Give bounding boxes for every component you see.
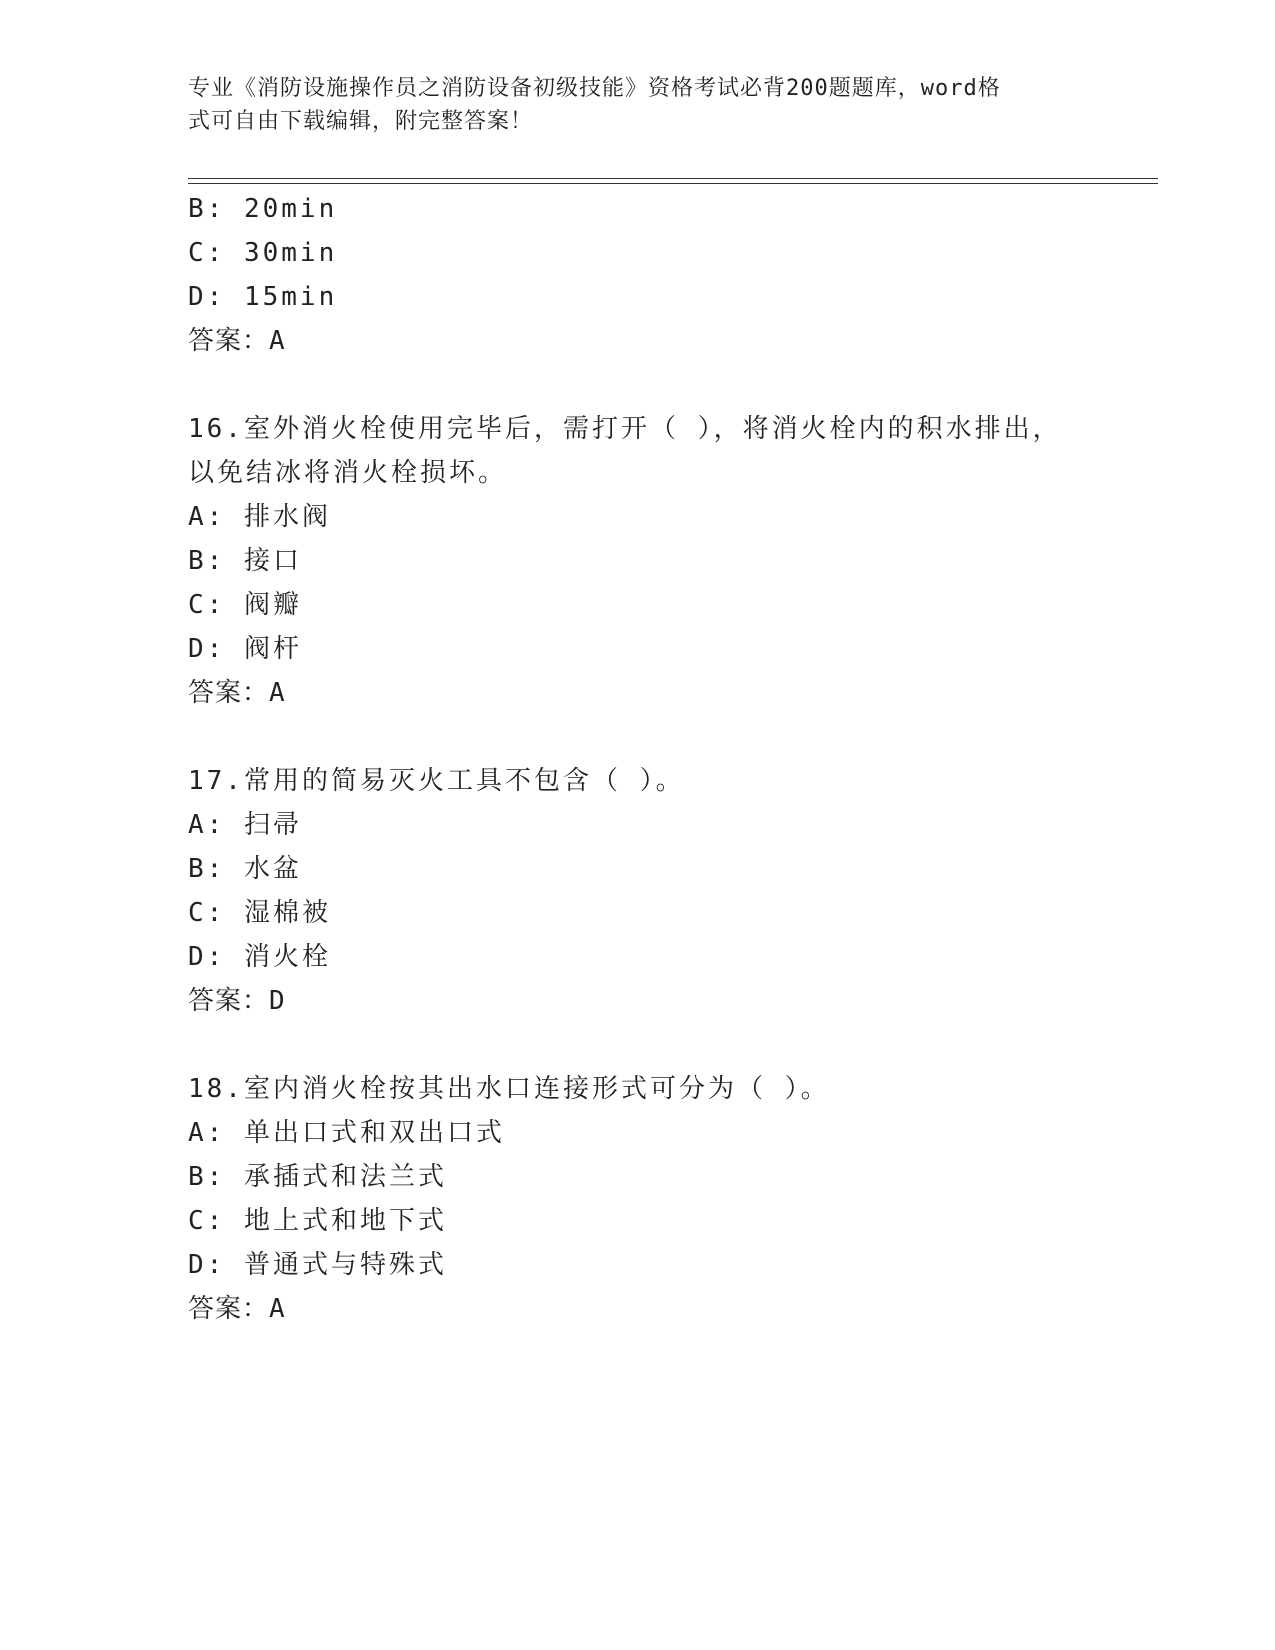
header-line-2: 式可自由下载编辑，附完整答案！ (188, 109, 534, 134)
question-16-answer: 答案：A (188, 678, 286, 708)
question-16-option-b: B: 接口 (188, 546, 302, 576)
question-18-option-d: D: 普通式与特殊式 (188, 1250, 447, 1280)
question-18-answer: 答案：A (188, 1294, 286, 1324)
question-16-option-d: D: 阀杆 (188, 634, 302, 664)
question-17-option-a: A: 扫帚 (188, 810, 302, 840)
question-17-option-b: B: 水盆 (188, 854, 302, 884)
header-line-1: 专业《消防设施操作员之消防设备初级技能》资格考试必背200题题库，word格 (188, 76, 1001, 101)
prev-option-d: D: 15min (188, 282, 338, 312)
question-17-answer: 答案：D (188, 986, 286, 1016)
question-16-option-a: A: 排水阀 (188, 502, 331, 532)
question-17-option-c: C: 湿棉被 (188, 898, 331, 928)
prev-option-c: C: 30min (188, 238, 338, 268)
header-divider-top (188, 178, 1158, 179)
prev-answer: 答案：A (188, 326, 286, 356)
document-header (188, 72, 1068, 138)
header-divider-bottom (188, 183, 1158, 184)
question-18-stem: 18.室内消火栓按其出水口连接形式可分为（ ）。 (188, 1074, 830, 1104)
question-17-option-d: D: 消火栓 (188, 942, 331, 972)
question-16-stem-line-2: 以免结冰将消火栓损坏。 (188, 458, 508, 488)
prev-option-b: B: 20min (188, 194, 338, 224)
question-18-option-a: A: 单出口式和双出口式 (188, 1118, 505, 1148)
question-18-option-b: B: 承插式和法兰式 (188, 1162, 447, 1192)
question-16-stem-line-1: 16.室外消火栓使用完毕后，需打开（ ），将消火栓内的积水排出， (188, 414, 1062, 444)
question-16-option-c: C: 阀瓣 (188, 590, 302, 620)
question-17-stem: 17.常用的简易灭火工具不包含（ ）。 (188, 766, 685, 796)
question-18-option-c: C: 地上式和地下式 (188, 1206, 447, 1236)
